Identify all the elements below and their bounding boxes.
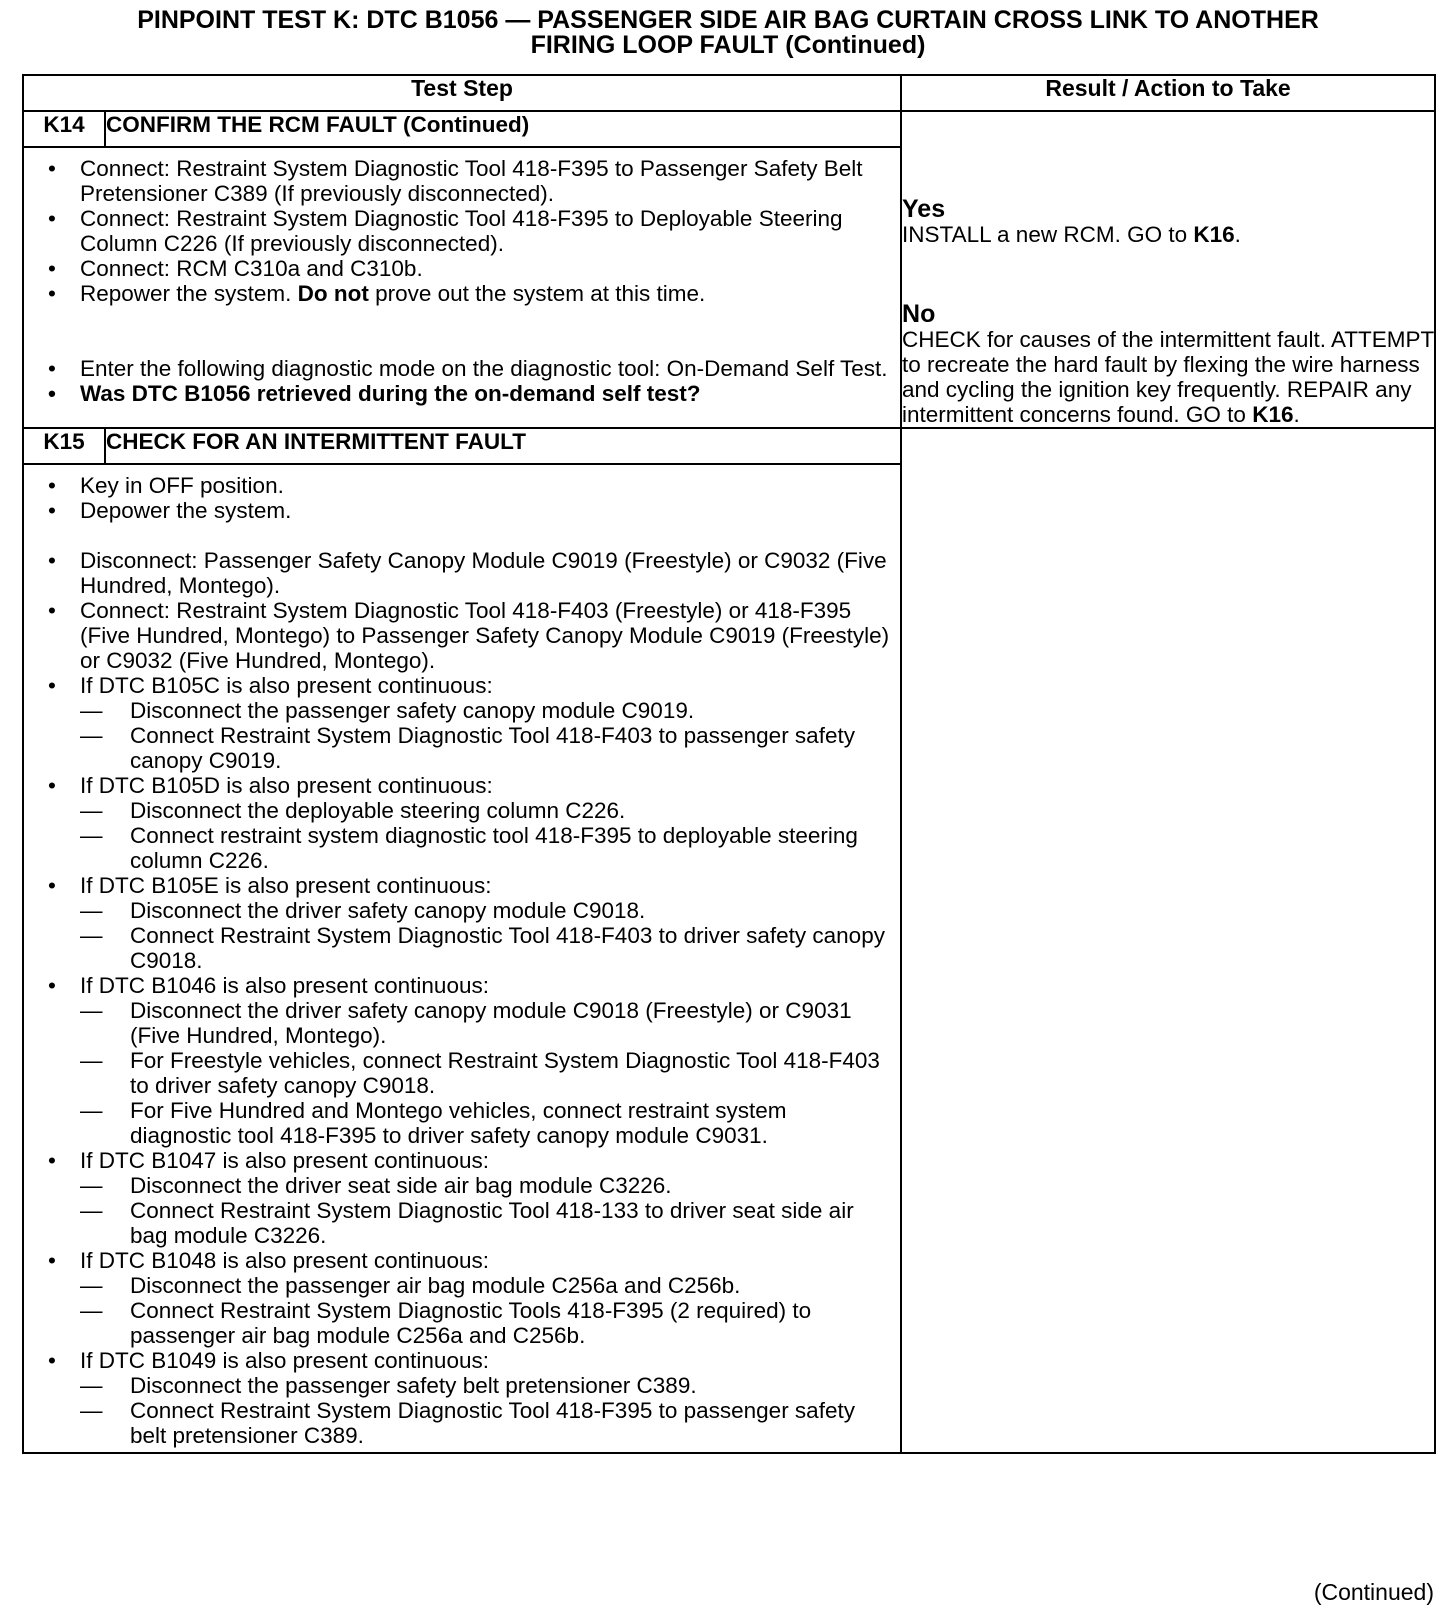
step-body-k14 — [23, 147, 901, 428]
result-yes-goto: K16 — [1193, 222, 1235, 247]
result-no-text: CHECK for causes of the intermittent fault. ATTEMPT to recreate the hard fault by flexing the wire harness and cycling the ignition key frequently. REPAIR any intermittent concerns found. GO to K16. — [902, 327, 1434, 427]
sub-list-item: — Connect Restraint System Diagnostic Tool 418-133 to driver seat side air bag module C3226. — [48, 1198, 890, 1248]
list-item: • Key in OFF position. — [48, 473, 890, 498]
step-k15-title-row — [23, 428, 1435, 464]
step-code-k15: K15 — [23, 428, 105, 464]
sub-list-item: — Disconnect the driver seat side air bag module C3226. — [48, 1173, 890, 1198]
sub-list-item: — Connect Restraint System Diagnostic Tool 418-F403 to driver safety canopy C9018. — [48, 923, 890, 973]
step-code-k14: K14 — [23, 111, 105, 147]
list-item: • If DTC B105E is also present continuous: — [48, 873, 890, 898]
list-item: • Repower the system. Do not prove out the system at this time. — [48, 281, 890, 306]
step-k14-title-row — [23, 111, 1435, 147]
list-item: • Enter the following diagnostic mode on the diagnostic tool: On-Demand Self Test. — [48, 356, 890, 381]
result-no-goto: K16 — [1252, 402, 1294, 427]
sub-list-item: — Disconnect the passenger safety belt pretensioner C389. — [48, 1373, 890, 1398]
title-line-2: FIRING LOOP FAULT (Continued) — [530, 31, 926, 59]
sub-list-item: — Connect restraint system diagnostic tool 418-F395 to deployable steering column C226. — [48, 823, 890, 873]
list-item: • If DTC B1048 is also present continuous: — [48, 1248, 890, 1273]
result-yes-label: Yes — [902, 195, 946, 223]
sub-list-item: — Connect Restraint System Diagnostic Tool 418-F395 to passenger safety belt pretensioner C389. — [48, 1398, 890, 1448]
result-k15 — [901, 428, 1435, 1453]
pinpoint-test-table — [22, 74, 1436, 1454]
step-body-k15 — [23, 464, 901, 1453]
step-title-k15: CHECK FOR AN INTERMITTENT FAULT — [105, 428, 901, 464]
sub-list-item: — Disconnect the driver safety canopy module C9018. — [48, 898, 890, 923]
sub-list-item: — Disconnect the passenger safety canopy module C9019. — [48, 698, 890, 723]
list-item: • Connect: RCM C310a and C310b. — [48, 256, 890, 281]
sub-list-item: — Disconnect the passenger air bag module C256a and C256b. — [48, 1273, 890, 1298]
header-test-step: Test Step — [23, 75, 901, 111]
sub-list-item: — Disconnect the driver safety canopy module C9018 (Freestyle) or C9031 (Five Hundred, Montego). — [48, 998, 890, 1048]
list-item: • If DTC B1049 is also present continuous: — [48, 1348, 890, 1373]
sub-list-item: — For Five Hundred and Montego vehicles, connect restraint system diagnostic tool 418-F395 to driver safety canopy module C9031. — [48, 1098, 890, 1148]
list-item: • If DTC B105C is also present continuous: — [48, 673, 890, 698]
sub-list-item: — Disconnect the deployable steering column C226. — [48, 798, 890, 823]
list-item: • Connect: Restraint System Diagnostic Tool 418-F403 (Freestyle) or 418-F395 (Five Hundred, Montego) to Passenger Safety Canopy Module C9019 (Freestyle) or C9032 (Five Hundred, Montego). — [48, 598, 890, 673]
list-item: • Connect: Restraint System Diagnostic Tool 418-F395 to Deployable Steering Column C226 (If previously disconnected). — [48, 206, 890, 256]
sub-list-item: — For Freestyle vehicles, connect Restraint System Diagnostic Tool 418-F403 to driver safety canopy C9018. — [48, 1048, 890, 1098]
step-title-k14: CONFIRM THE RCM FAULT (Continued) — [105, 111, 901, 147]
title-line-1: PINPOINT TEST K: DTC B1056 — PASSENGER SIDE AIR BAG CURTAIN CROSS LINK TO ANOTHER — [137, 6, 1319, 34]
table-header-row — [23, 75, 1435, 111]
list-item: • Depower the system. — [48, 498, 890, 523]
continued-footer: (Continued) — [1313, 1579, 1434, 1605]
list-item: • If DTC B1047 is also present continuous: — [48, 1148, 890, 1173]
list-item: • Disconnect: Passenger Safety Canopy Module C9019 (Freestyle) or C9032 (Five Hundred, Montego). — [48, 548, 890, 598]
sub-list-item: — Connect Restraint System Diagnostic Tool 418-F403 to passenger safety canopy C9019. — [48, 723, 890, 773]
list-item: • Connect: Restraint System Diagnostic Tool 418-F395 to Passenger Safety Belt Pretensioner C389 (If previously disconnected). — [48, 156, 890, 206]
list-item: • If DTC B1046 is also present continuous: — [48, 973, 890, 998]
header-result-action: Result / Action to Take — [901, 75, 1435, 111]
list-item: • If DTC B105D is also present continuous: — [48, 773, 890, 798]
list-item-question: • Was DTC B1056 retrieved during the on-demand self test? — [48, 381, 890, 406]
sub-list-item: — Connect Restraint System Diagnostic Tools 418-F395 (2 required) to passenger air bag module C256a and C256b. — [48, 1298, 890, 1348]
result-no-label: No — [902, 300, 936, 328]
page-title — [22, 8, 1434, 58]
result-k14 — [901, 111, 1435, 428]
result-yes-text: INSTALL a new RCM. GO to K16. — [902, 222, 1241, 247]
